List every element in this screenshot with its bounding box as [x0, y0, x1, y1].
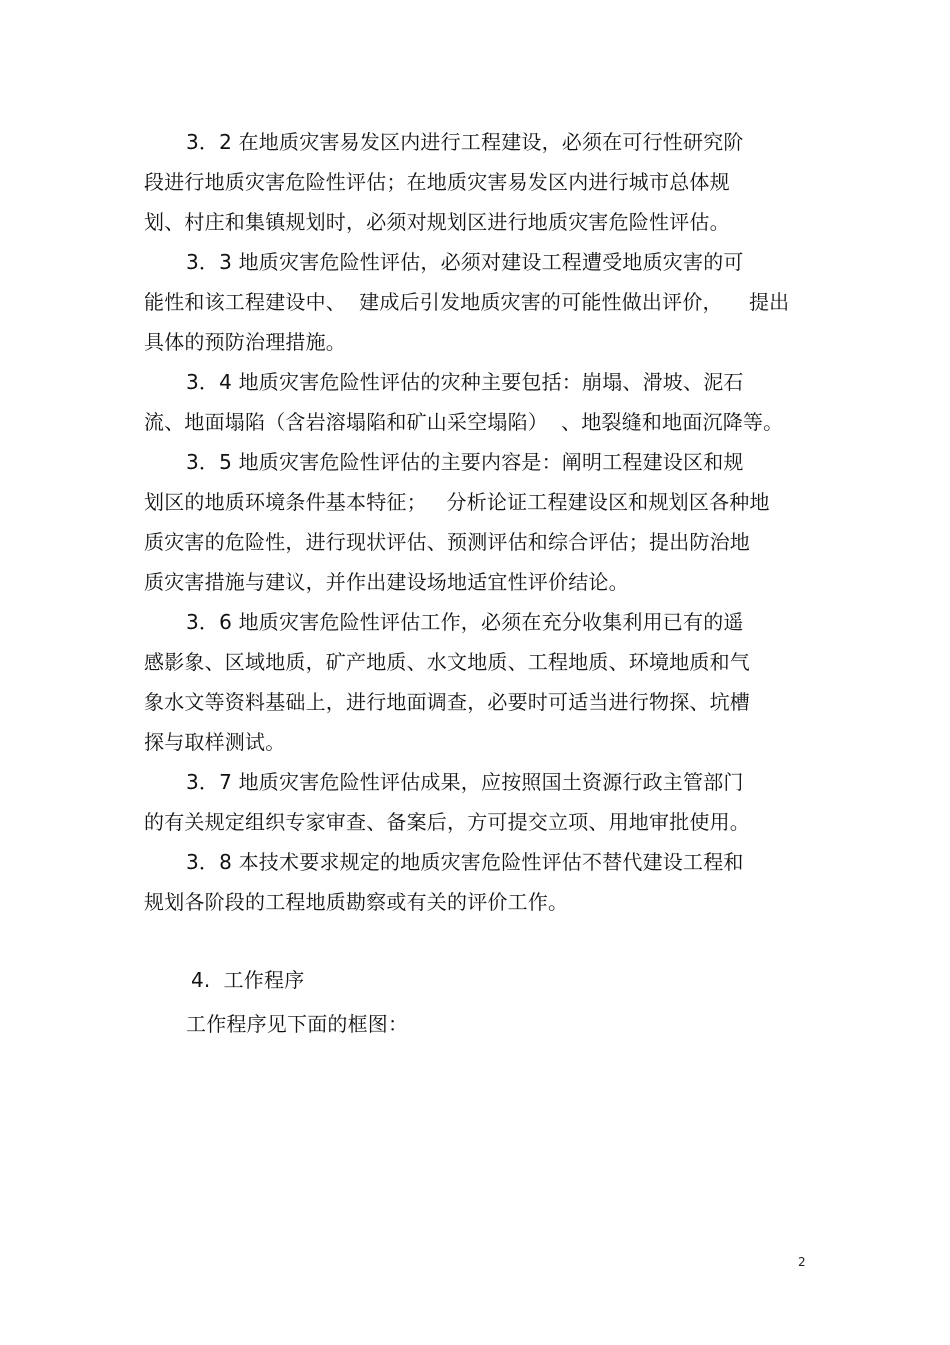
section-3-5-line-1: 3．5 地质灾害危险性评估的主要内容是：阐明工程建设区和规	[186, 450, 744, 474]
section-3-6-line-2: 感影象、区域地质，矿产地质、水文地质、工程地质、环境地质和气	[144, 650, 750, 674]
section-3-2-line-3: 划、村庄和集镇规划时，必须对规划区进行地质灾害危险性评估。	[144, 210, 730, 234]
intro-text: 工作程序见下面的框图：	[186, 1012, 409, 1036]
section-3-5-line-2: 划区的地质环境条件基本特征； 分析论证工程建设区和规划区各种地	[144, 490, 770, 514]
section-3-8-line-1: 3．8 本技术要求规定的地质灾害危险性评估不替代建设工程和	[186, 850, 744, 874]
section-3-2-line-2: 段进行地质灾害危险性评估；在地质灾害易发区内进行城市总体规	[144, 170, 730, 194]
section-3-7-line-1: 3．7 地质灾害危险性评估成果，应按照国土资源行政主管部门	[186, 770, 744, 794]
section-3-3-line-1: 3．3 地质灾害危险性评估，必须对建设工程遭受地质灾害的可	[186, 250, 744, 274]
section-3-6-line-4: 探与取样测试。	[144, 730, 286, 754]
section-3-6-line-1: 3．6 地质灾害危险性评估工作，必须在充分收集利用已有的遥	[186, 610, 744, 634]
section-3-3-line-2: 能性和该工程建设中、 建成后引发地质灾害的可能性做出评价， 提出	[144, 290, 790, 314]
section-3-5-line-3: 质灾害的危险性，进行现状评估、预测评估和综合评估；提出防治地	[144, 530, 750, 554]
section-heading: 4. 工作程序	[191, 968, 305, 992]
section-3-5-line-4: 质灾害措施与建议，并作出建设场地适宜性评价结论。	[144, 570, 629, 594]
page-number: 2	[798, 1255, 806, 1269]
section-3-3-line-3: 具体的预防治理措施。	[144, 330, 346, 354]
section-3-2-line-1: 3．2 在地质灾害易发区内进行工程建设，必须在可行性研究阶	[186, 130, 744, 154]
section-3-8-line-2: 规划各阶段的工程地质勘察或有关的评价工作。	[144, 890, 569, 914]
section-3-7-line-2: 的有关规定组织专家审查、备案后，方可提交立项、用地审批使用。	[144, 810, 750, 834]
section-3-4-line-2: 流、地面塌陷（含岩溶塌陷和矿山采空塌陷） 、地裂缝和地面沉降等。	[144, 410, 784, 434]
section-3-4-line-1: 3．4 地质灾害危险性评估的灾种主要包括：崩塌、滑坡、泥石	[186, 370, 744, 394]
section-3-6-line-3: 象水文等资料基础上，进行地面调查，必要时可适当进行物探、坑槽	[144, 690, 750, 714]
